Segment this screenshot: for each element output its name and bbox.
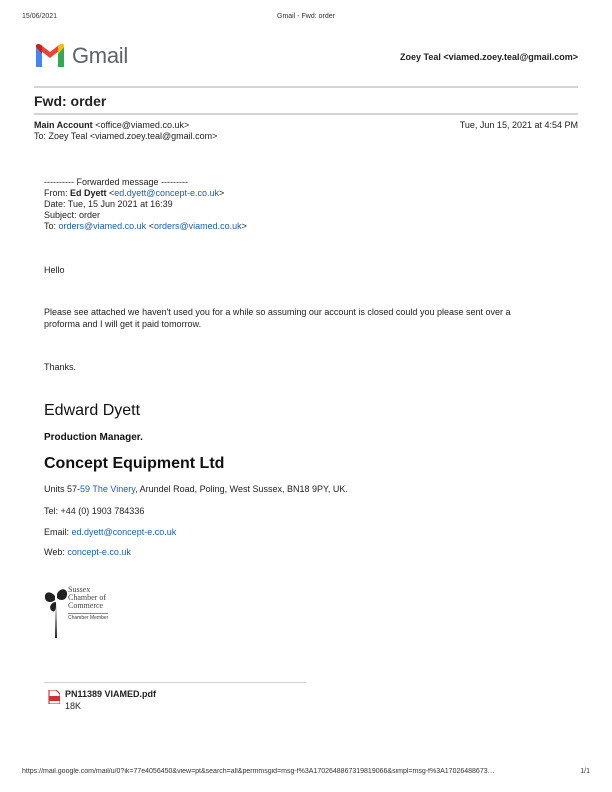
signature-web: Web: concept-e.co.uk xyxy=(44,547,131,557)
recipient-line: To: Zoey Teal <viamed.zoey.teal@gmail.com> xyxy=(34,131,218,141)
print-page-number: 1/1 xyxy=(580,768,590,775)
pdf-icon[interactable] xyxy=(48,690,60,704)
forward-to-email-link[interactable]: orders@viamed.co.uk xyxy=(58,221,147,231)
thanks: Thanks. xyxy=(44,362,77,372)
attachment-divider xyxy=(44,682,306,683)
chamber-line-3: Commerce xyxy=(68,601,104,610)
forward-to: To: orders@viamed.co.uk <orders@viamed.co.uk> xyxy=(44,221,247,231)
signature-web-link[interactable]: concept-e.co.uk xyxy=(67,547,131,557)
forward-to-email-link-2[interactable]: orders@viamed.co.uk xyxy=(153,221,242,231)
signature-email-link[interactable]: ed.dyett@concept-e.co.uk xyxy=(71,527,177,537)
forward-from: From: Ed Dyett <ed.dyett@concept-e.co.uk> xyxy=(44,188,225,198)
address-link[interactable]: 59 The Vinery xyxy=(80,484,136,494)
chamber-line-4: Chamber Member xyxy=(68,615,109,621)
print-title: Gmail - Fwd: order xyxy=(277,13,335,20)
body-line-2: proforma and I will get it paid tomorrow. xyxy=(44,319,202,329)
forward-from-name: Ed Dyett xyxy=(70,188,107,198)
attachment-name[interactable]: PN11389 VIAMED.pdf xyxy=(65,689,157,699)
forward-header: ---------- Forwarded message --------- xyxy=(44,177,188,187)
subject-divider xyxy=(34,113,578,115)
email-subject: Fwd: order xyxy=(34,93,107,109)
print-url: https://mail.google.com/mail/u/0?ik=77e4056450&view=pt&search=all&permmsgid=msg-f%3A1702648867319819066&simpl=msg-f%3A17026488673… xyxy=(22,768,495,775)
forward-date: Date: Tue, 15 Jun 2021 at 16:39 xyxy=(44,199,173,209)
signature-address: Units 57-59 The Vinery, Arundel Road, Poling, West Sussex, BN18 9PY, UK. xyxy=(44,484,348,494)
print-date: 15/06/2021 xyxy=(22,13,58,20)
signature-tel: Tel: +44 (0) 1903 784336 xyxy=(44,506,145,516)
sender-address: <office@viamed.co.uk> xyxy=(95,120,190,130)
signature-company: Concept Equipment Ltd xyxy=(44,455,225,472)
header-divider xyxy=(34,86,578,88)
greeting: Hello xyxy=(44,265,65,275)
chamber-tree-icon xyxy=(44,586,68,638)
chamber-line-2: Chamber of xyxy=(68,593,106,602)
gmail-wordmark: Gmail xyxy=(72,43,128,68)
gmail-logo-icon[interactable] xyxy=(34,43,66,69)
signature-email: Email: ed.dyett@concept-e.co.uk xyxy=(44,527,177,537)
sender-name: Main Account xyxy=(34,120,93,130)
forward-subject: Subject: order xyxy=(44,210,101,220)
account-label: Zoey Teal <viamed.zoey.teal@gmail.com> xyxy=(399,52,578,62)
attachment-size: 18K xyxy=(65,701,82,711)
sender[interactable] xyxy=(34,120,189,131)
body-line-1: Please see attached we haven't used you for a while so assuming our account is closed could you please sent over a xyxy=(44,307,511,317)
chamber-of-commerce-logo xyxy=(44,586,134,640)
forward-from-email-link[interactable]: ed.dyett@concept-e.co.uk xyxy=(114,188,219,198)
signature-title: Production Manager. xyxy=(44,432,143,443)
email-timestamp: Tue, Jun 15, 2021 at 4:54 PM xyxy=(459,120,578,130)
signature-name: Edward Dyett xyxy=(44,402,141,419)
chamber-line-1: Sussex xyxy=(68,585,91,594)
